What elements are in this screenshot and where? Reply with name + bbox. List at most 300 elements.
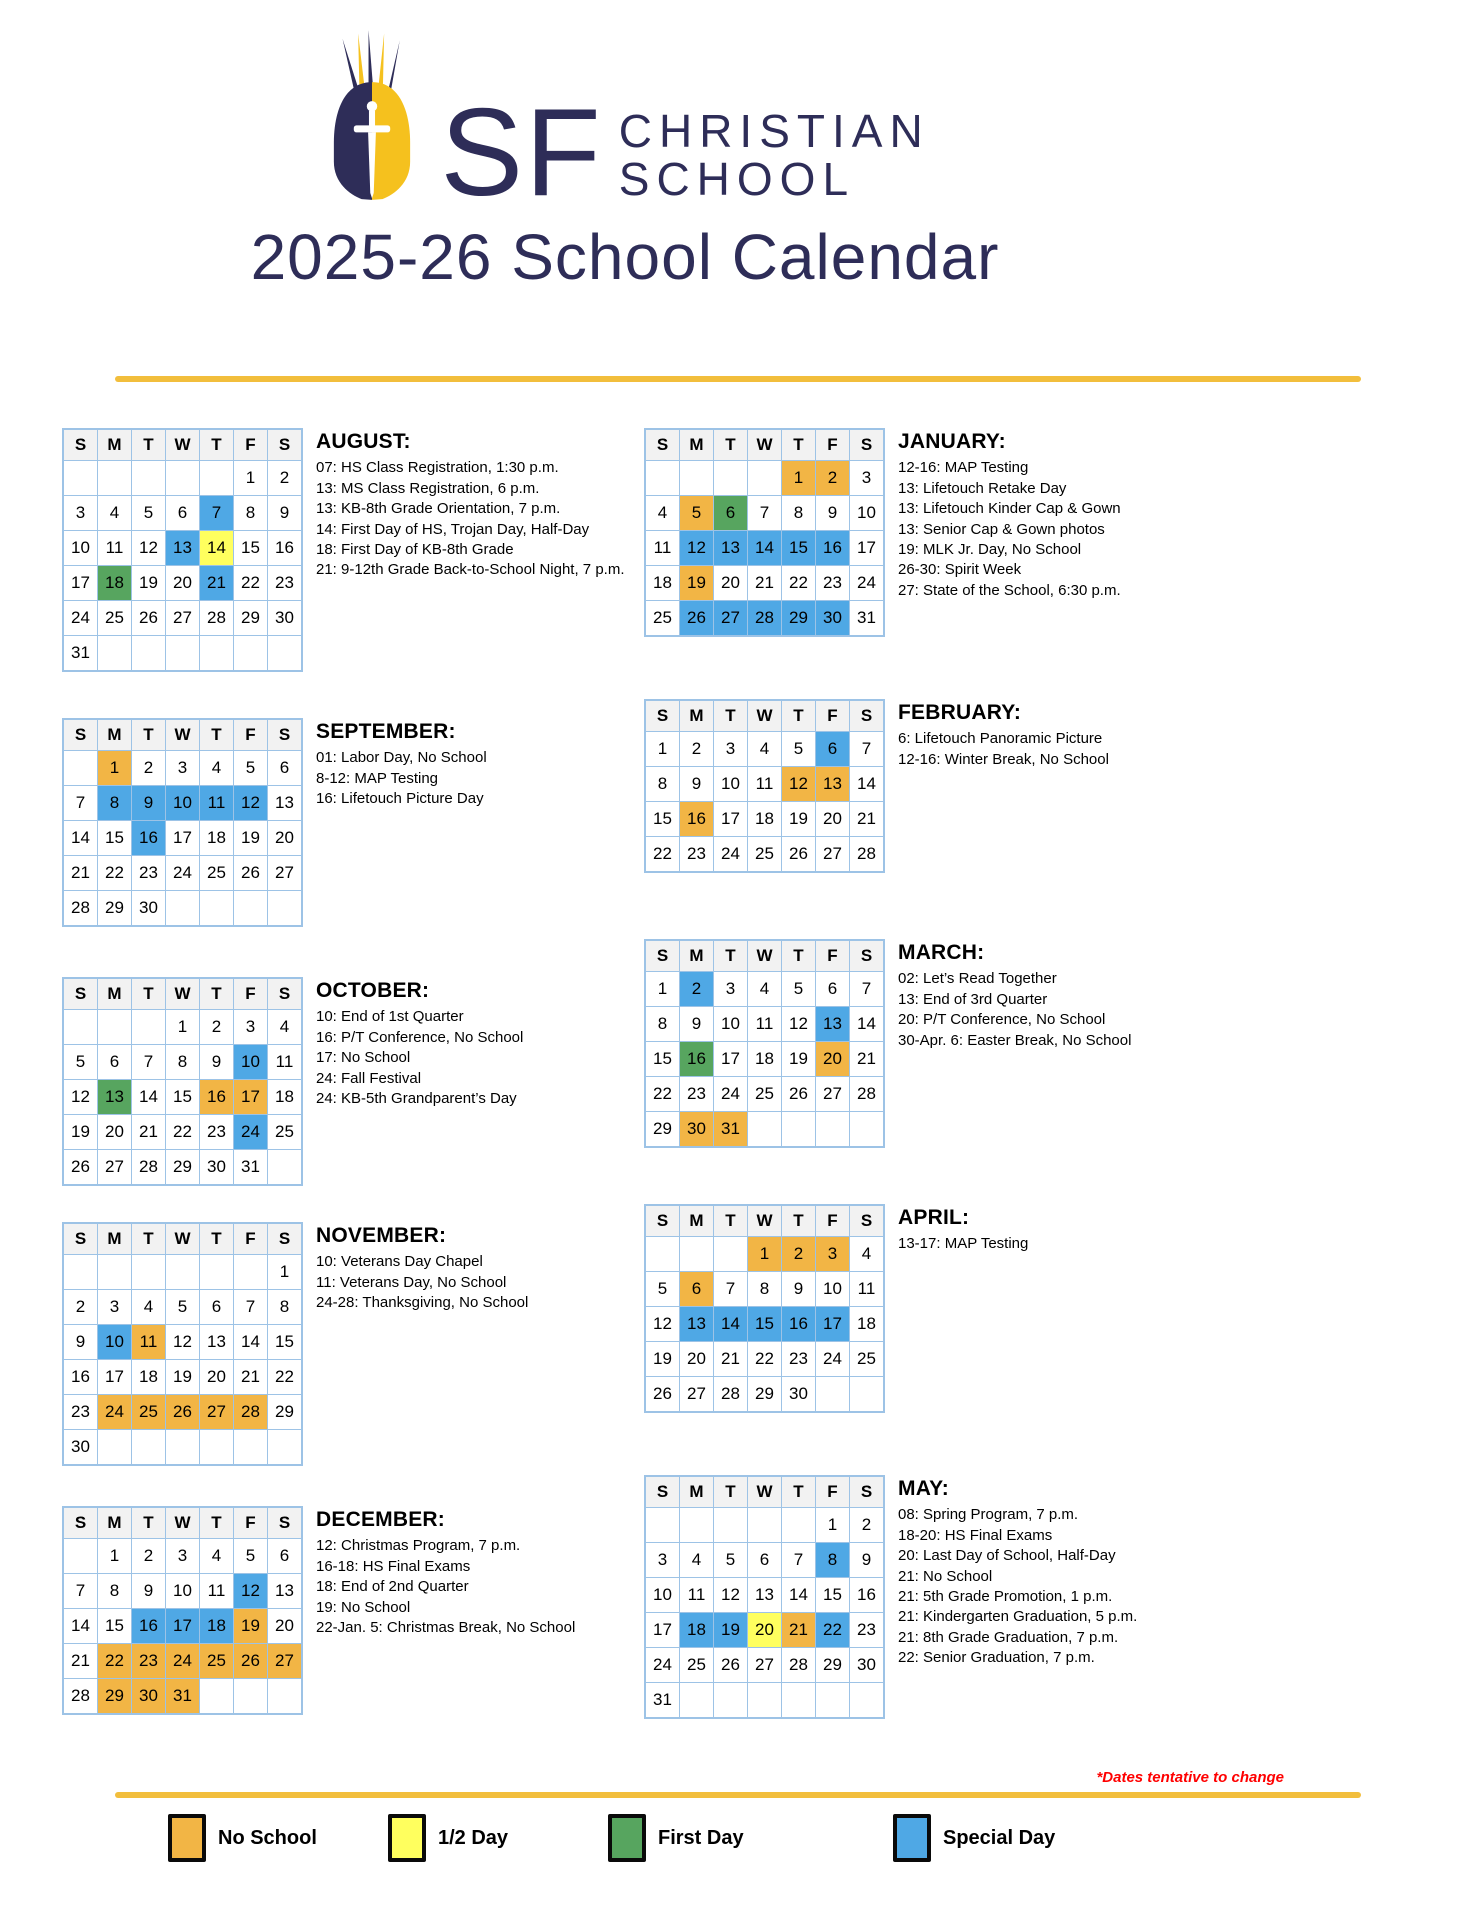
week-row: [63, 1539, 302, 1574]
gold-divider-top: [115, 376, 1361, 382]
day-cell: 8: [748, 1272, 782, 1307]
day-cell: 28: [63, 891, 98, 927]
week-row: [63, 496, 302, 531]
day-cell: 24: [714, 1077, 748, 1112]
day-cell: 15: [816, 1578, 850, 1613]
empty-cell: [714, 1237, 748, 1272]
week-row: [645, 1342, 884, 1377]
day-cell: 31: [166, 1679, 200, 1715]
empty-cell: [268, 1430, 303, 1466]
day-cell: 17: [850, 531, 885, 566]
day-cell: 4: [850, 1237, 885, 1272]
day-cell: 6: [268, 1539, 303, 1574]
day-cell: 12: [63, 1080, 98, 1115]
month-notes-april: [898, 1204, 1418, 1413]
empty-cell: [782, 1508, 816, 1543]
day-cell: 27: [268, 1644, 303, 1679]
day-cell: 27: [166, 601, 200, 636]
legend-item-no_school: [168, 1814, 388, 1862]
day-header: F: [234, 1223, 268, 1255]
note-line: 8-12: MAP Testing: [316, 769, 439, 787]
day-cell: 30: [816, 601, 850, 637]
day-cell: 4: [132, 1290, 166, 1325]
day-cell: 9: [680, 767, 714, 802]
day-header: S: [268, 719, 303, 751]
week-row: [63, 1430, 302, 1466]
empty-cell: [782, 1112, 816, 1148]
day-cell: 3: [714, 972, 748, 1007]
day-cell: 24: [234, 1115, 268, 1150]
day-cell: 29: [782, 601, 816, 637]
note-line: 18: End of 2nd Quarter: [316, 1578, 469, 1596]
day-cell: 29: [645, 1112, 680, 1148]
day-header: T: [200, 978, 234, 1010]
day-header-row: [63, 719, 302, 751]
day-cell: 31: [63, 636, 98, 672]
day-header: T: [714, 429, 748, 461]
month-notes-october: [316, 977, 636, 1186]
week-row: [645, 1508, 884, 1543]
day-header: T: [782, 940, 816, 972]
day-cell: 6: [714, 496, 748, 531]
day-cell: 30: [63, 1430, 98, 1466]
day-cell: 18: [850, 1307, 885, 1342]
week-row: [63, 1679, 302, 1715]
day-cell: 26: [234, 1644, 268, 1679]
empty-cell: [748, 1683, 782, 1719]
day-header: W: [166, 719, 200, 751]
day-cell: 23: [132, 1644, 166, 1679]
day-cell: 3: [166, 1539, 200, 1574]
empty-cell: [714, 1508, 748, 1543]
note-line: 16: P/T Conference, No School: [316, 1028, 524, 1046]
day-cell: 16: [200, 1080, 234, 1115]
day-header: S: [645, 1205, 680, 1237]
empty-cell: [132, 1010, 166, 1045]
day-cell: 20: [98, 1115, 132, 1150]
day-cell: 5: [234, 1539, 268, 1574]
day-header: T: [132, 719, 166, 751]
day-header: T: [714, 700, 748, 732]
day-cell: 6: [200, 1290, 234, 1325]
page-title: 2025-26 School Calendar: [250, 221, 1000, 293]
day-cell: 16: [268, 531, 303, 566]
empty-cell: [268, 1150, 303, 1186]
week-row: [645, 1578, 884, 1613]
day-header-row: [63, 978, 302, 1010]
empty-cell: [234, 1679, 268, 1715]
day-cell: 4: [680, 1543, 714, 1578]
calendar-table-january: [644, 428, 885, 637]
day-cell: 7: [850, 732, 885, 767]
week-row: [645, 1377, 884, 1413]
day-cell: 3: [816, 1237, 850, 1272]
day-cell: 23: [782, 1342, 816, 1377]
week-row: [645, 1077, 884, 1112]
week-row: [645, 1307, 884, 1342]
day-cell: 25: [200, 1644, 234, 1679]
day-cell: 28: [850, 837, 885, 873]
day-cell: 28: [714, 1377, 748, 1413]
day-cell: 10: [850, 496, 885, 531]
day-cell: 24: [166, 856, 200, 891]
day-cell: 29: [748, 1377, 782, 1413]
empty-cell: [645, 1508, 680, 1543]
note-line: 14: First Day of HS, Trojan Day, Half-Day: [316, 520, 590, 538]
note-line: 13: MS Class Registration, 6 p.m.: [316, 479, 540, 497]
day-header: M: [98, 978, 132, 1010]
day-cell: 20: [268, 1609, 303, 1644]
month-january: [644, 428, 1444, 637]
day-cell: 9: [680, 1007, 714, 1042]
day-cell: 5: [680, 496, 714, 531]
week-row: [63, 636, 302, 672]
day-cell: 30: [782, 1377, 816, 1413]
day-cell: 18: [98, 566, 132, 601]
day-cell: 8: [98, 1574, 132, 1609]
day-cell: 26: [166, 1395, 200, 1430]
calendar-table-november: [62, 1222, 303, 1466]
gold-divider-bottom: [115, 1792, 1361, 1798]
day-cell: 5: [63, 1045, 98, 1080]
day-header-row: [645, 1205, 884, 1237]
day-cell: 12: [645, 1307, 680, 1342]
note-line: 17: No School: [316, 1049, 411, 1067]
empty-cell: [850, 1377, 885, 1413]
day-header: S: [850, 1476, 885, 1508]
day-cell: 23: [200, 1115, 234, 1150]
day-header: F: [816, 1476, 850, 1508]
day-cell: 2: [132, 1539, 166, 1574]
day-header: T: [714, 940, 748, 972]
day-cell: 13: [748, 1578, 782, 1613]
month-august: [62, 428, 644, 672]
day-cell: 16: [816, 531, 850, 566]
week-row: [645, 1648, 884, 1683]
empty-cell: [680, 1508, 714, 1543]
day-cell: 19: [782, 802, 816, 837]
empty-cell: [166, 636, 200, 672]
week-row: [645, 566, 884, 601]
day-cell: 8: [645, 1007, 680, 1042]
month-notes-december: [316, 1506, 636, 1715]
day-cell: 4: [268, 1010, 303, 1045]
day-cell: 15: [234, 531, 268, 566]
tentative-dates-note: *Dates tentative to change: [1096, 1769, 1284, 1787]
day-cell: 21: [714, 1342, 748, 1377]
calendar-table-december: [62, 1506, 303, 1715]
day-cell: 5: [234, 751, 268, 786]
week-row: [63, 531, 302, 566]
day-cell: 19: [132, 566, 166, 601]
logo-word-school: SCHOOL: [618, 153, 856, 206]
note-line: 16-18: HS Final Exams: [316, 1557, 471, 1575]
day-cell: 3: [850, 461, 885, 496]
month-heading: APRIL:: [898, 1206, 970, 1230]
legend-item-half_day: [388, 1814, 608, 1862]
day-cell: 14: [782, 1578, 816, 1613]
day-cell: 7: [850, 972, 885, 1007]
day-cell: 22: [98, 1644, 132, 1679]
day-cell: 27: [816, 837, 850, 873]
week-row: [645, 1613, 884, 1648]
day-cell: 8: [98, 786, 132, 821]
day-cell: 16: [63, 1360, 98, 1395]
day-cell: 1: [98, 751, 132, 786]
empty-cell: [200, 891, 234, 927]
day-cell: 15: [98, 1609, 132, 1644]
calendar-table-august: [62, 428, 303, 672]
calendar-column-left: [62, 428, 644, 1719]
day-cell: 23: [268, 566, 303, 601]
day-cell: 5: [166, 1290, 200, 1325]
empty-cell: [714, 461, 748, 496]
day-cell: 26: [645, 1377, 680, 1413]
empty-cell: [680, 1683, 714, 1719]
day-cell: 4: [98, 496, 132, 531]
month-heading: MAY:: [898, 1477, 949, 1501]
day-cell: 25: [98, 601, 132, 636]
special_day-swatch-icon: [893, 1814, 931, 1862]
day-cell: 1: [166, 1010, 200, 1045]
day-cell: 17: [714, 1042, 748, 1077]
day-cell: 23: [680, 1077, 714, 1112]
note-line: 19: MLK Jr. Day, No School: [898, 540, 1082, 558]
day-cell: 21: [200, 566, 234, 601]
day-cell: 20: [680, 1342, 714, 1377]
day-cell: 13: [200, 1325, 234, 1360]
day-header: F: [816, 700, 850, 732]
empty-cell: [234, 636, 268, 672]
day-cell: 17: [166, 1609, 200, 1644]
day-cell: 22: [268, 1360, 303, 1395]
month-heading: NOVEMBER:: [316, 1224, 447, 1248]
empty-cell: [166, 1430, 200, 1466]
day-cell: 20: [816, 802, 850, 837]
day-cell: 11: [268, 1045, 303, 1080]
calendar-table-may: [644, 1475, 885, 1719]
day-cell: 1: [98, 1539, 132, 1574]
day-cell: 30: [680, 1112, 714, 1148]
week-row: [63, 891, 302, 927]
day-cell: 5: [645, 1272, 680, 1307]
day-cell: 12: [132, 531, 166, 566]
empty-cell: [234, 1430, 268, 1466]
empty-cell: [234, 1255, 268, 1290]
note-line: 22: Senior Graduation, 7 p.m.: [898, 1649, 1095, 1667]
day-cell: 25: [748, 837, 782, 873]
legend-label: Special Day: [943, 1826, 1056, 1849]
day-cell: 22: [645, 837, 680, 873]
week-row: [63, 1080, 302, 1115]
note-line: 30-Apr. 6: Easter Break, No School: [898, 1031, 1132, 1049]
day-cell: 30: [850, 1648, 885, 1683]
day-header: W: [748, 940, 782, 972]
day-header-row: [63, 1223, 302, 1255]
empty-cell: [748, 1508, 782, 1543]
day-cell: 12: [714, 1578, 748, 1613]
day-cell: 27: [680, 1377, 714, 1413]
day-cell: 31: [714, 1112, 748, 1148]
note-line: 10: End of 1st Quarter: [316, 1008, 464, 1026]
day-cell: 2: [816, 461, 850, 496]
day-cell: 28: [234, 1395, 268, 1430]
empty-cell: [816, 1377, 850, 1413]
day-cell: 12: [782, 767, 816, 802]
day-cell: 8: [268, 1290, 303, 1325]
day-cell: 13: [816, 1007, 850, 1042]
day-cell: 15: [645, 802, 680, 837]
week-row: [645, 1237, 884, 1272]
legend-item-first_day: [608, 1814, 893, 1862]
day-header: M: [680, 1205, 714, 1237]
day-cell: 13: [816, 767, 850, 802]
day-cell: 19: [166, 1360, 200, 1395]
day-header: S: [63, 719, 98, 751]
day-cell: 7: [714, 1272, 748, 1307]
day-cell: 18: [200, 821, 234, 856]
day-cell: 3: [714, 732, 748, 767]
day-cell: 11: [132, 1325, 166, 1360]
empty-cell: [132, 636, 166, 672]
day-header: W: [166, 1507, 200, 1539]
week-row: [63, 1045, 302, 1080]
note-line: 13: Lifetouch Kinder Cap & Gown: [898, 500, 1121, 518]
day-cell: 9: [63, 1325, 98, 1360]
day-cell: 15: [645, 1042, 680, 1077]
month-notes-february: [898, 699, 1418, 873]
day-cell: 11: [98, 531, 132, 566]
calendar-table-february: [644, 699, 885, 873]
day-cell: 26: [63, 1150, 98, 1186]
logo-sf-text: SF: [440, 83, 603, 222]
day-cell: 16: [680, 802, 714, 837]
empty-cell: [268, 636, 303, 672]
note-line: 12: Christmas Program, 7 p.m.: [316, 1537, 521, 1555]
day-cell: 14: [714, 1307, 748, 1342]
day-header: M: [98, 1223, 132, 1255]
day-header: W: [748, 700, 782, 732]
day-cell: 17: [645, 1613, 680, 1648]
day-header: T: [132, 1507, 166, 1539]
week-row: [63, 1609, 302, 1644]
day-cell: 21: [748, 566, 782, 601]
empty-cell: [714, 1683, 748, 1719]
spartan-helmet-icon: [320, 22, 424, 208]
day-header: M: [98, 1507, 132, 1539]
day-cell: 20: [714, 566, 748, 601]
day-cell: 25: [680, 1648, 714, 1683]
week-row: [645, 1007, 884, 1042]
day-cell: 14: [234, 1325, 268, 1360]
empty-cell: [98, 1010, 132, 1045]
day-header: S: [850, 700, 885, 732]
month-notes-march: [898, 939, 1418, 1148]
day-header: S: [645, 940, 680, 972]
day-header: T: [200, 1507, 234, 1539]
day-cell: 19: [63, 1115, 98, 1150]
day-cell: 6: [816, 732, 850, 767]
day-cell: 22: [816, 1613, 850, 1648]
week-row: [645, 972, 884, 1007]
day-cell: 3: [234, 1010, 268, 1045]
day-cell: 14: [63, 1609, 98, 1644]
day-cell: 24: [166, 1644, 200, 1679]
day-cell: 10: [166, 1574, 200, 1609]
day-header-row: [63, 1507, 302, 1539]
day-cell: 13: [680, 1307, 714, 1342]
day-cell: 5: [782, 732, 816, 767]
day-cell: 7: [63, 1574, 98, 1609]
day-header: F: [234, 429, 268, 461]
day-cell: 15: [166, 1080, 200, 1115]
first_day-swatch-icon: [608, 1814, 646, 1862]
day-cell: 6: [680, 1272, 714, 1307]
empty-cell: [98, 636, 132, 672]
legend-label: 1/2 Day: [438, 1826, 509, 1849]
note-line: 6: Lifetouch Panoramic Picture: [898, 730, 1103, 748]
week-row: [645, 531, 884, 566]
day-cell: 14: [748, 531, 782, 566]
empty-cell: [98, 1430, 132, 1466]
day-cell: 15: [268, 1325, 303, 1360]
legend: [168, 1814, 1476, 1862]
note-line: 12-16: MAP Testing: [898, 459, 1029, 477]
empty-cell: [816, 1112, 850, 1148]
month-heading: DECEMBER:: [316, 1508, 445, 1532]
day-header: T: [782, 700, 816, 732]
empty-cell: [63, 1255, 98, 1290]
day-cell: 8: [234, 496, 268, 531]
month-heading: OCTOBER:: [316, 979, 430, 1003]
day-cell: 10: [63, 531, 98, 566]
day-cell: 21: [63, 1644, 98, 1679]
day-cell: 4: [200, 1539, 234, 1574]
day-cell: 25: [132, 1395, 166, 1430]
empty-cell: [98, 461, 132, 496]
empty-cell: [63, 751, 98, 786]
empty-cell: [680, 461, 714, 496]
day-cell: 9: [132, 1574, 166, 1609]
week-row: [63, 1395, 302, 1430]
week-row: [63, 1644, 302, 1679]
day-header: T: [132, 978, 166, 1010]
day-cell: 11: [200, 786, 234, 821]
day-cell: 12: [234, 786, 268, 821]
day-cell: 18: [748, 1042, 782, 1077]
month-heading: AUGUST:: [316, 430, 411, 454]
note-line: 11: Veterans Day, No School: [316, 1273, 507, 1291]
note-line: 02: Let’s Read Together: [898, 970, 1057, 988]
week-row: [63, 751, 302, 786]
day-cell: 22: [782, 566, 816, 601]
note-line: 10: Veterans Day Chapel: [316, 1253, 483, 1271]
month-notes-september: [316, 718, 636, 927]
day-header: S: [63, 978, 98, 1010]
day-cell: 29: [234, 601, 268, 636]
day-cell: 28: [850, 1077, 885, 1112]
day-cell: 19: [782, 1042, 816, 1077]
calendar-table-october: [62, 977, 303, 1186]
day-cell: 25: [645, 601, 680, 637]
day-cell: 3: [98, 1290, 132, 1325]
empty-cell: [850, 1683, 885, 1719]
day-cell: 16: [850, 1578, 885, 1613]
month-march: [644, 939, 1444, 1148]
day-cell: 23: [132, 856, 166, 891]
day-header: T: [132, 429, 166, 461]
day-cell: 17: [816, 1307, 850, 1342]
